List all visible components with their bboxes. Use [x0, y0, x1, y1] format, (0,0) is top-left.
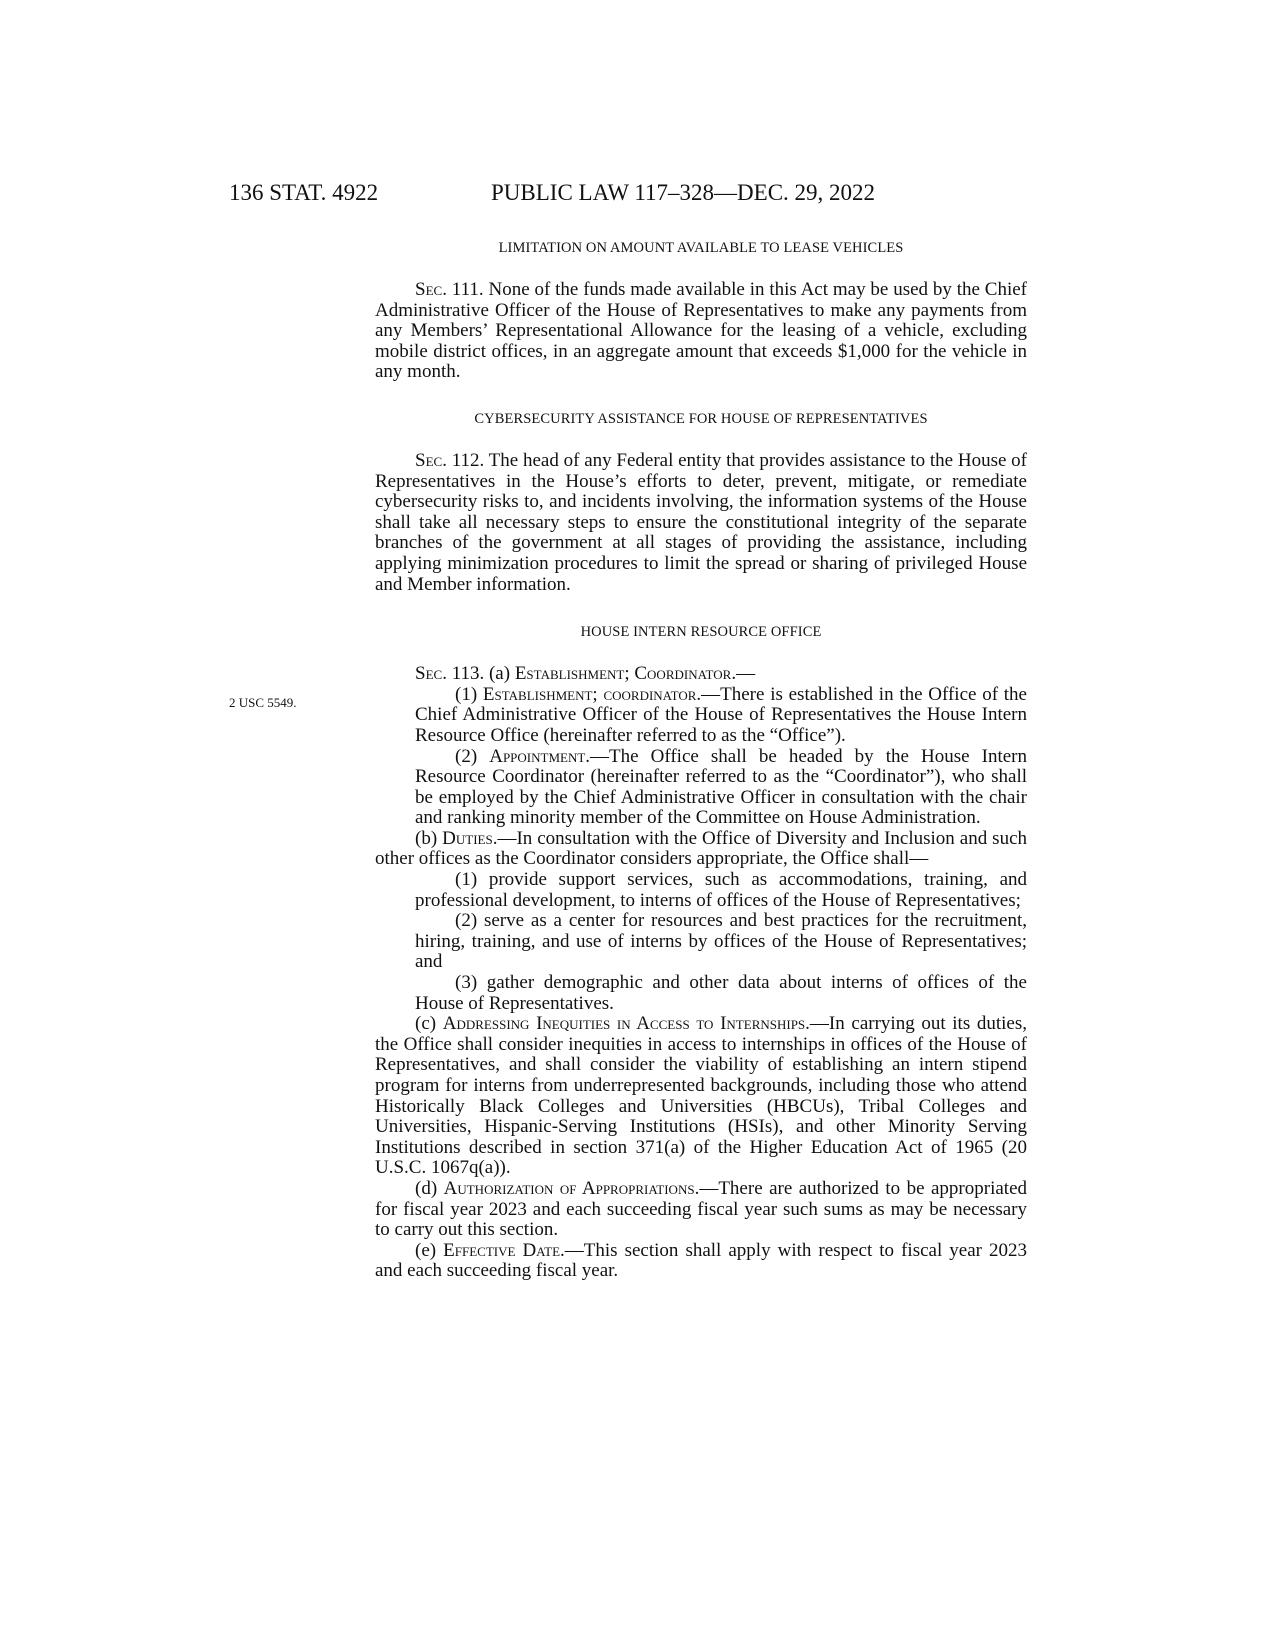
page-header [0, 180, 1275, 212]
section-113-c: (c) Addressing Inequities in Access to Internships.—In carrying out its duties, the Office shall consider inequities in access to internships in offices of the House of Representatives, and shall consider the viability of establishing an intern stipend program for interns from underrepresented backgrounds, including those who attend Historically Black Colleges and Universities (HBCUs), Tribal Colleges and Universities, Hispanic-Serving Institutions (HSIs), and other Minority Serving Institutions described in section 371(a) of the Higher Education Act of 1965 (20 U.S.C. 1067q(a)). [375, 1013, 1028, 1179]
marginal-note: 2 USC 5549. [229, 695, 297, 710]
statute-page-number: 136 STAT. 4922 [229, 180, 379, 205]
section-112-heading: CYBERSECURITY ASSISTANCE FOR HOUSE OF REPRESENTATIVES [474, 410, 928, 427]
section-111-text: Sec. 111. None of the funds made available in this Act may be used by the Chief Administrative Officer of the House of Representatives to make any payments from any Members’ Representational Allowance for the leasing of a vehicle, excluding mobile district offices, in an aggregate amount that exceeds $1,000 for the vehicle in any month. [375, 279, 1027, 383]
section-113-b: (b) Duties.—In consultation with the Office of Diversity and Inclusion and such other offices as the Coordinator considers appropriate, the Office shall— [375, 827, 1027, 870]
section-113-e: (e) Effective Date.—This section shall apply with respect to fiscal year 2023 and each succeeding fiscal year. [375, 1239, 1028, 1282]
section-113-a-1: (1) Establishment; coordinator.—There is established in the Office of the Chief Administrative Officer of the House of Representatives the House Intern Resource Office (hereinafter referred to as the “Office”). [415, 683, 1027, 746]
section-113-a-heading: Sec. 113. (a) Establishment; Coordinator.— [415, 663, 756, 685]
section-113-b-3: (3) gather demographic and other data about interns of offices of the House of Representatives. [415, 972, 1027, 1014]
section-113-b-2: (2) serve as a center for resources and best practices for the recruitment, hiring, training, and use of interns by offices of the House of Representatives; and [415, 910, 1027, 973]
section-113-heading: HOUSE INTERN RESOURCE OFFICE [580, 624, 822, 641]
section-113-a-2: (2) Appointment.—The Office shall be headed by the House Intern Resource Coordinator (hereinafter referred to as the “Coordinator”), who shall be employed by the Chief Administrative Officer in consultation with the chair and ranking minority member of the Committee on House Administration. [415, 745, 1027, 829]
section-113-d: (d) Authorization of Appropriations.—There are authorized to be appropriated for fiscal year 2023 and each succeeding fiscal year such sums as may be necessary to carry out this section. [375, 1177, 1028, 1241]
page-body [375, 238, 1027, 1282]
public-law-title: PUBLIC LAW 117–328—DEC. 29, 2022 [491, 180, 876, 205]
section-112-text: Sec. 112. The head of any Federal entity that provides assistance to the House of Representatives in the House’s efforts to deter, prevent, mitigate, or remediate cybersecurity risks to, and incidents involving, the information systems of the House shall take all necessary steps to ensure the constitutional integrity of the separate branches of the government at all stages of providing the assistance, including applying minimization procedures to limit the spread or sharing of privileged House and Member information. [375, 449, 1027, 595]
section-113-b-1: (1) provide support services, such as accommodations, training, and professional development, to interns of offices of the House of Representatives; [415, 869, 1027, 911]
section-111-heading: LIMITATION ON AMOUNT AVAILABLE TO LEASE VEHICLES [498, 240, 904, 256]
